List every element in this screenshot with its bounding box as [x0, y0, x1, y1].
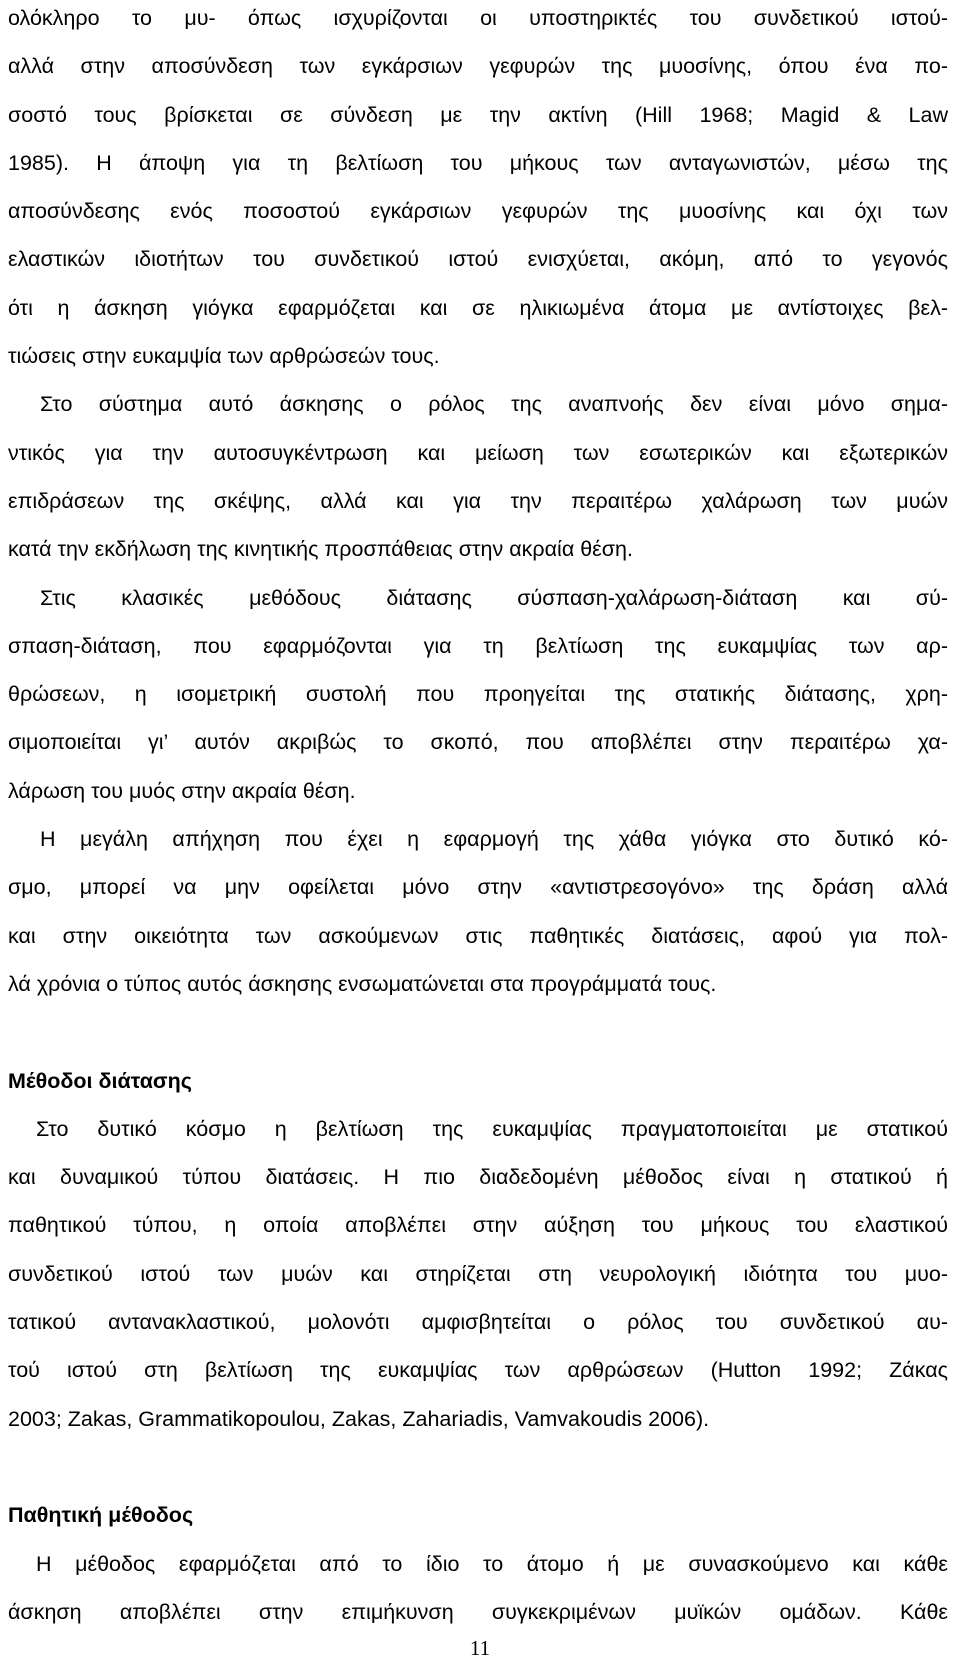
text-line: Στις κλασικές μεθόδους διάτασης σύσπαση-χαλάρωση-διάταση και σύ-	[40, 585, 948, 610]
text-line: αποσύνδεσης ενός ποσοστού εγκάρσιων γεφυρών της μυοσίνης και όχι των	[8, 199, 948, 224]
text-line: σοστό τους βρίσκεται σε σύνδεση με την ακτίνη (Hill 1968; Magid & Law	[8, 102, 948, 127]
text-line: άσκηση αποβλέπει στην επιμήκυνση συγκεκριμένων μυϊκών ομάδων. Κάθε	[8, 1599, 948, 1624]
paragraph-spacer	[8, 1014, 948, 1062]
text-line: 2003; Zakas, Grammatikopoulou, Zakas, Zahariadis, Vamvakoudis 2006).	[8, 1406, 710, 1431]
text-line: ολόκληρο το μυ- όπως ισχυρίζονται οι υποστηρικτές του συνδετικού ιστού-	[8, 6, 948, 30]
page-text	[8, 0, 948, 1642]
text-line: συνδετικού ιστού των μυών και στηρίζεται στη νευρολογική ιδιότητα του μυο-	[8, 1261, 948, 1286]
text-line: λάρωση του μυός στην ακραία θέση.	[8, 778, 356, 803]
text-line: τού ιστού στη βελτίωση της ευκαμψίας των αρθρώσεων (Hutton 1992; Ζάκας	[8, 1358, 948, 1383]
text-line: ντικός για την αυτοσυγκέντρωση και μείωση των εσωτερικών και εξωτερικών	[8, 440, 948, 465]
text-line: θρώσεων, η ισομετρική συστολή που προηγείται της στατικής διάτασης, χρη-	[8, 682, 948, 707]
text-line: παθητικού τύπου, η οποία αποβλέπει στην αύξηση του μήκους του ελαστικού	[8, 1213, 948, 1238]
text-line: Στο δυτικό κόσμο η βελτίωση της ευκαμψίας πραγματοποιείται με στατικού	[36, 1116, 948, 1141]
text-line: ότι η άσκηση γιόγκα εφαρμόζεται και σε ηλικιωμένα άτομα με αντίστοιχες βελ-	[8, 295, 948, 320]
text-line: επιδράσεων της σκέψης, αλλά και για την περαιτέρω χαλάρωση των μυών	[8, 488, 948, 513]
section-heading: Παθητική μέθοδος	[8, 1503, 194, 1528]
section-heading: Μέθοδοι διάτασης	[8, 1068, 192, 1093]
text-line: σμο, μπορεί να μην οφείλεται μόνο στην «αντιστρεσογόνο» της δράση αλλά	[8, 875, 948, 900]
text-line: 1985). Η άποψη για τη βελτίωση του μήκους των ανταγωνιστών, μέσω της	[8, 150, 948, 175]
text-line: τατικού αντανακλαστικού, μολονότι αμφισβητείται ο ρόλος του συνδετικού αυ-	[8, 1310, 948, 1335]
text-line: κατά την εκδήλωση της κινητικής προσπάθειας στην ακραία θέση.	[8, 537, 633, 562]
text-line: τιώσεις στην ευκαμψία των αρθρώσεών τους.	[8, 344, 440, 369]
text-line: λά χρόνια ο τύπος αυτός άσκησης ενσωματώνεται στα προγράμματά τους.	[8, 971, 717, 996]
paragraph-spacer	[8, 1449, 948, 1497]
text-line: Η μέθοδος εφαρμόζεται από το ίδιο το άτομο ή με συνασκούμενο και κάθε	[36, 1551, 948, 1576]
text-line: αλλά στην αποσύνδεση των εγκάρσιων γεφυρών της μυοσίνης, όπου ένα πο-	[8, 54, 948, 79]
text-line: σπαση-διάταση, που εφαρμόζονται για τη βελτίωση της ευκαμψίας των αρ-	[8, 633, 948, 658]
page-number: 11	[469, 1636, 491, 1660]
text-line: και στην οικειότητα των ασκούμενων στις παθητικές διατάσεις, αφού για πολ-	[8, 923, 948, 948]
text-line: σιμοποιείται γι’ αυτόν ακριβώς το σκοπό, που αποβλέπει στην περαιτέρω χα-	[8, 730, 948, 755]
text-line: Η μεγάλη απήχηση που έχει η εφαρμογή της χάθα γιόγκα στο δυτικό κό-	[40, 827, 948, 852]
text-line: Στο σύστημα αυτό άσκησης ο ρόλος της αναπνοής δεν είναι μόνο σημα-	[40, 392, 948, 417]
text-line: ελαστικών ιδιοτήτων του συνδετικού ιστού ενισχύεται, ακόμη, από το γεγονός	[8, 247, 948, 272]
text-line: και δυναμικού τύπου διατάσεις. Η πιο διαδεδομένη μέθοδος είναι η στατικού ή	[8, 1165, 948, 1190]
